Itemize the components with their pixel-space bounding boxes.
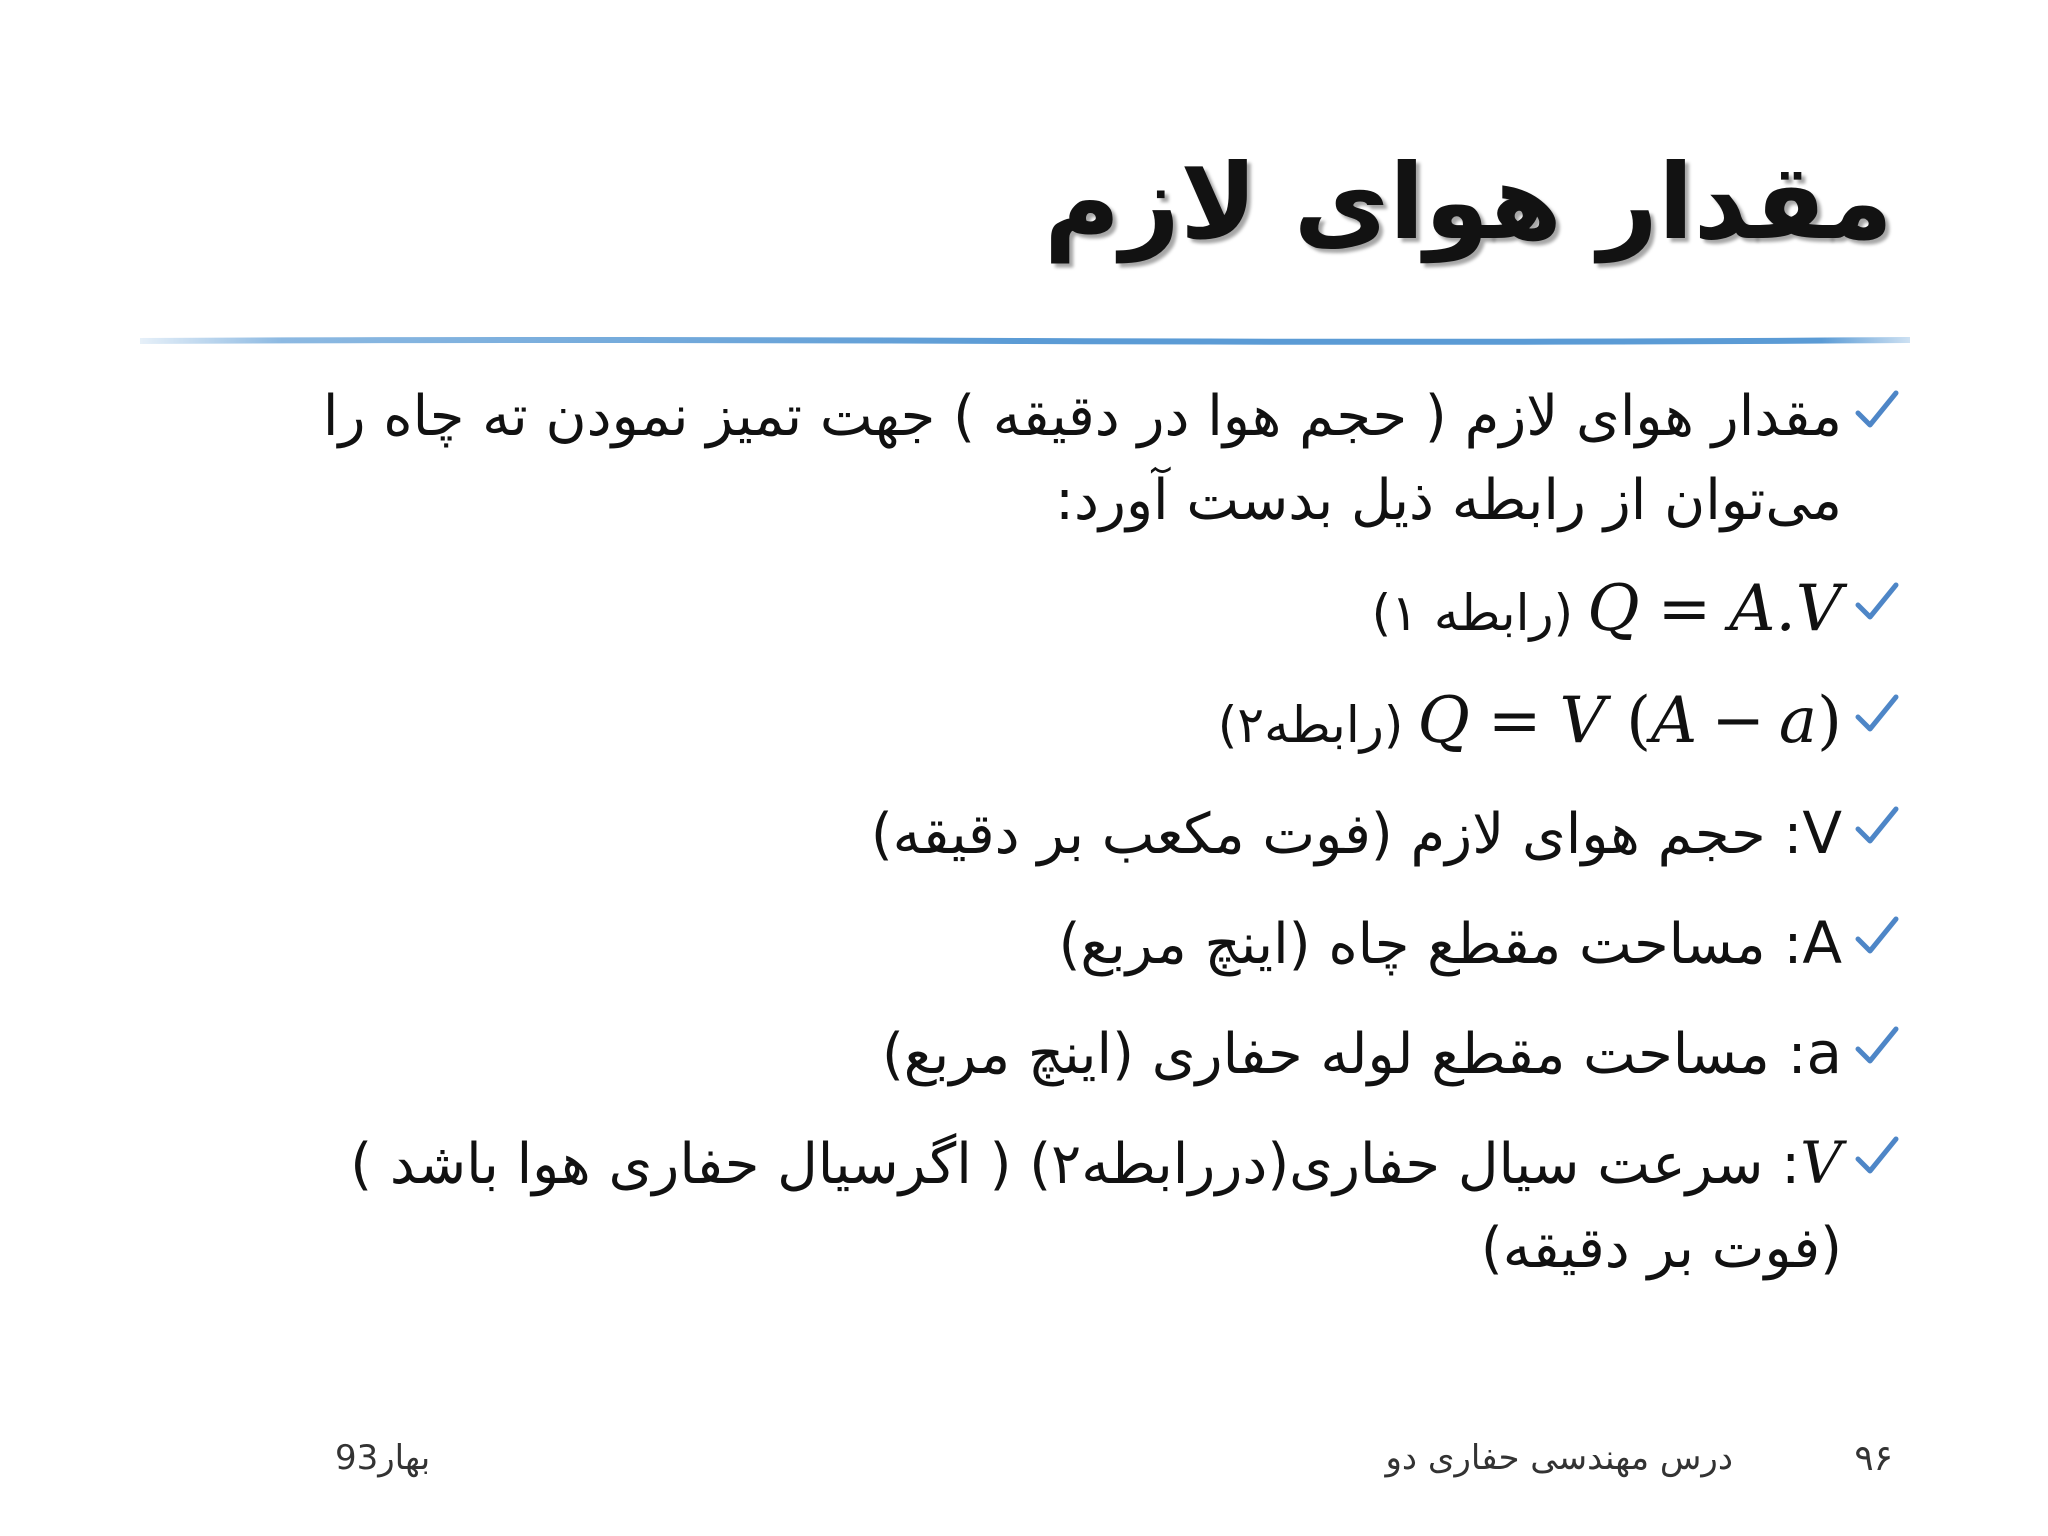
formula-lhs: Q: [1417, 684, 1470, 758]
formula-rhs: A.V: [1729, 572, 1842, 646]
formula-2: [1417, 679, 1842, 763]
checkmark-icon: [1854, 579, 1900, 625]
variable-definition: : مساحت مقطع چاه (اینچ مربع): [1058, 912, 1803, 977]
bullet-def-a-lower: [210, 1011, 1900, 1097]
variable-definition: : حجم هوای لازم (فوت مکعب بر دقیقه): [870, 802, 1803, 867]
formula-a: A: [1651, 684, 1698, 758]
checkmark-icon: [1854, 913, 1900, 959]
formula-label: (رابطه ۱): [1371, 584, 1574, 642]
formula-1: [1587, 567, 1842, 651]
bullet-def-a-upper: [210, 901, 1900, 987]
bullet-intro: [210, 375, 1900, 543]
formula-v: V: [1559, 684, 1606, 758]
formula-lhs: Q: [1587, 572, 1640, 646]
variable-symbol: V: [1800, 1129, 1842, 1197]
bullet-def-v: [210, 791, 1900, 877]
bullet-def-velocity: [210, 1121, 1900, 1291]
checkmark-icon: [1854, 1023, 1900, 1069]
bullet-formula-2: [210, 679, 1900, 767]
variable-symbol: V: [1802, 799, 1842, 867]
footer-course-name: درس مهندسی حفاری دو: [1385, 1438, 1733, 1478]
slide-title: مقدار هوای لازم: [1043, 141, 1893, 263]
variable-definition: : سرعت سیال حفاری(دررابطه۲) ( اگرسیال حفاری هوا باشد ) (فوت بر دقیقه): [350, 1132, 1842, 1281]
bullet-formula-1: [210, 567, 1900, 655]
formula-minus: −: [1711, 684, 1765, 758]
page-number: ۹۶: [1854, 1438, 1893, 1479]
formula-close-paren: ): [1817, 684, 1842, 758]
formula-small-a: a: [1778, 684, 1818, 758]
title-divider-line: [140, 336, 1910, 346]
checkmark-icon: [1854, 1133, 1900, 1179]
bullet-list: [210, 375, 1900, 1315]
bullet-text: مقدار هوای لازم ( حجم هوا در دقیقه ) جهت تمیز نمودن ته چاه را می‌توان از رابطه ذیل بدست آورد:: [322, 384, 1842, 533]
variable-symbol: a: [1806, 1019, 1842, 1087]
checkmark-icon: [1854, 803, 1900, 849]
variable-definition: : مساحت مقطع لوله حفاری (اینچ مربع): [881, 1022, 1807, 1087]
checkmark-icon: [1854, 691, 1900, 737]
variable-symbol: A: [1802, 909, 1842, 977]
formula-label: (رابطه۲): [1217, 696, 1404, 754]
formula-equals: =: [1487, 684, 1542, 758]
formula-open-paren: (: [1626, 684, 1652, 758]
checkmark-icon: [1854, 387, 1900, 433]
footer-term: بهار93: [335, 1438, 431, 1478]
formula-equals: =: [1657, 572, 1712, 646]
